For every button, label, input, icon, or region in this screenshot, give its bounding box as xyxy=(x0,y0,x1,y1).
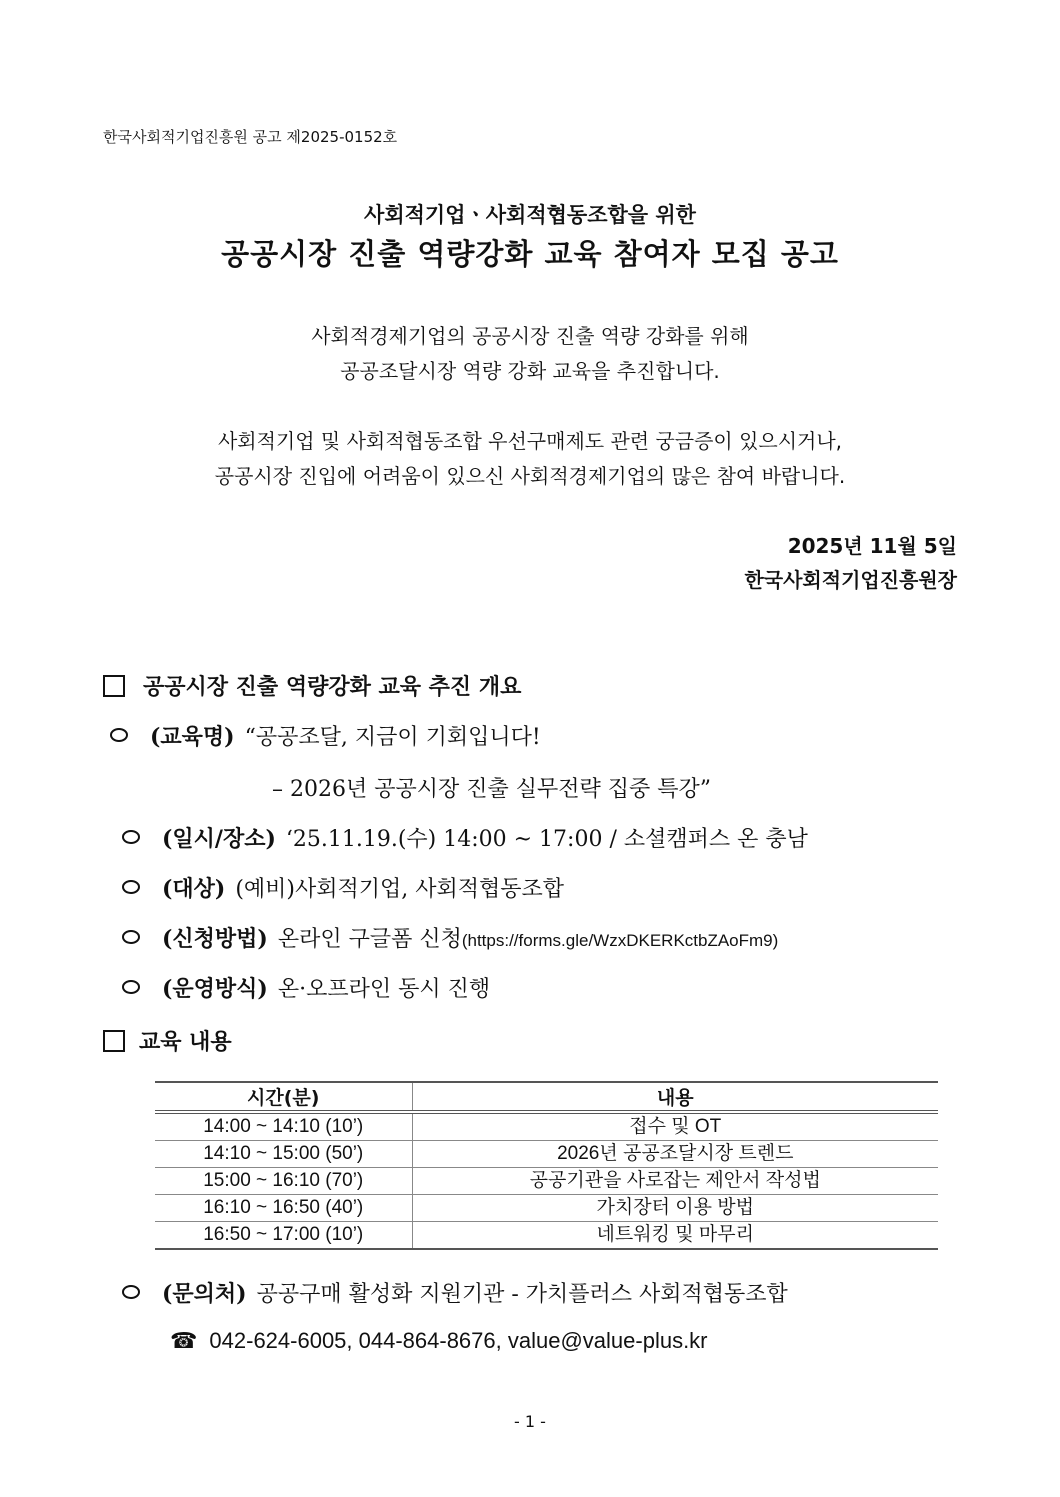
item-apply-value: 온라인 구글폼 신청 xyxy=(277,927,462,952)
intro-line-1: 사회적경제기업의 공공시장 진출 역량 강화를 위해 xyxy=(311,324,749,348)
row-time: 14:00 ~ 14:10 (10’) xyxy=(155,1112,412,1141)
phone-icon: ☎ xyxy=(170,1328,198,1353)
row-content: 2026년 공공조달시장 트렌드 xyxy=(412,1141,938,1168)
contact-details: 042-624-6005, 044-864-8676, value@value-plus.kr xyxy=(209,1328,708,1353)
table-row xyxy=(155,1195,938,1222)
page-number: - 1 - xyxy=(514,1412,546,1431)
item-apply xyxy=(122,922,778,953)
item-contact xyxy=(122,1277,788,1308)
column-header-time: 시간(분) xyxy=(155,1082,412,1112)
column-header-content: 내용 xyxy=(412,1082,938,1112)
item-target-value: (예비)사회적기업, 사회적협동조합 xyxy=(235,877,565,902)
section-overview-heading xyxy=(103,670,521,701)
table-header-row xyxy=(155,1082,938,1112)
item-target-label: (대상) xyxy=(162,876,226,902)
square-bullet-icon xyxy=(103,675,125,697)
row-time: 16:50 ~ 17:00 (10’) xyxy=(155,1222,412,1250)
item-target xyxy=(122,872,564,903)
row-content: 공공기관을 사로잡는 제안서 작성법 xyxy=(412,1168,938,1195)
circle-bullet-icon xyxy=(122,980,140,994)
item-contact-value: 공공구매 활성화 지원기관 - 가치플러스 사회적협동조합 xyxy=(256,1282,788,1307)
table-row xyxy=(155,1222,938,1250)
table-row xyxy=(155,1112,938,1141)
intro-line-3: 사회적기업 및 사회적협동조합 우선구매제도 관련 궁금증이 있으시거나, xyxy=(217,429,843,453)
row-content: 네트워킹 및 마무리 xyxy=(412,1222,938,1250)
section-overview-title: 공공시장 진출 역량강화 교육 추진 개요 xyxy=(143,674,522,700)
item-apply-label: (신청방법) xyxy=(162,926,268,952)
item-schedule-label: (일시/장소) xyxy=(162,826,276,852)
section-content-title: 교육 내용 xyxy=(139,1029,232,1055)
contact-phone-line xyxy=(170,1328,708,1354)
schedule-table xyxy=(155,1081,938,1250)
square-bullet-icon xyxy=(103,1030,125,1052)
item-operation-label: (운영방식) xyxy=(162,976,268,1002)
item-schedule-value: ‘25.11.19.(수) 14:00 ~ 17:00 / 소셜캠퍼스 온 충남 xyxy=(285,827,808,852)
section-content-heading xyxy=(103,1025,232,1056)
subtitle: 사회적기업ㆍ사회적협동조합을 위한 xyxy=(364,203,696,227)
item-course-line1: “공공조달, 지금이 기회입니다! xyxy=(244,725,541,750)
item-course-line2: – 2026년 공공시장 진출 실무전략 집중 특강” xyxy=(272,777,711,802)
notice-date: 2025년 11월 5일 xyxy=(787,534,957,558)
circle-bullet-icon xyxy=(122,880,140,894)
intro-line-2: 공공조달시장 역량 강화 교육을 추진합니다. xyxy=(340,359,720,383)
item-operation xyxy=(122,972,490,1003)
item-operation-value: 온·오프라인 동시 진행 xyxy=(277,977,491,1002)
item-contact-label: (문의처) xyxy=(162,1281,247,1307)
apply-form-link[interactable]: (https://forms.gle/WzxDKERKctbZAoFm9) xyxy=(461,931,779,950)
row-time: 16:10 ~ 16:50 (40’) xyxy=(155,1195,412,1222)
row-time: 14:10 ~ 15:00 (50’) xyxy=(155,1141,412,1168)
page-title: 공공시장 진출 역량강화 교육 참여자 모집 공고 xyxy=(221,237,839,271)
circle-bullet-icon xyxy=(122,830,140,844)
circle-bullet-icon xyxy=(122,1285,140,1299)
issuer: 한국사회적기업진흥원장 xyxy=(744,568,957,592)
table-row xyxy=(155,1168,938,1195)
row-time: 15:00 ~ 16:10 (70’) xyxy=(155,1168,412,1195)
item-schedule xyxy=(122,822,808,853)
circle-bullet-icon xyxy=(110,728,128,742)
item-course xyxy=(110,720,541,751)
notice-number: 한국사회적기업진흥원 공고 제2025-0152호 xyxy=(103,128,398,146)
table-row xyxy=(155,1141,938,1168)
row-content: 가치장터 이용 방법 xyxy=(412,1195,938,1222)
intro-line-4: 공공시장 진입에 어려움이 있으신 사회적경제기업의 많은 참여 바랍니다. xyxy=(214,464,846,488)
item-course-label: (교육명) xyxy=(150,724,235,750)
row-content: 접수 및 OT xyxy=(412,1112,938,1141)
circle-bullet-icon xyxy=(122,930,140,944)
